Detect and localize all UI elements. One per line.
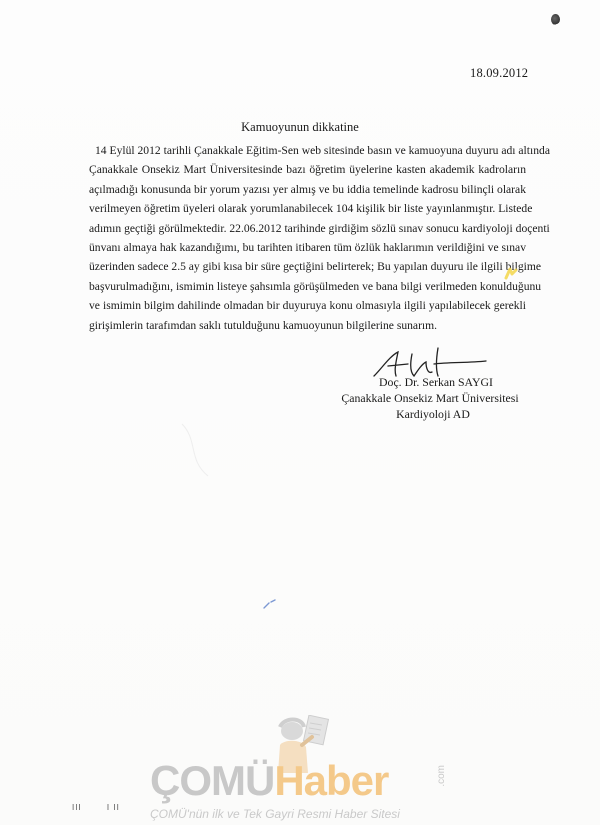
body-line: açılmadığı konusunda bir yorum yazısı yer almış ve bu iddia temelinde kadrosu bilinçli olarak <box>89 182 526 196</box>
watermark-brand-comu: ÇOMÜ <box>150 757 275 804</box>
watermark-brand-haber: Haber <box>274 757 389 804</box>
body-line: verilmeyen öğretim üyeleri olarak yorumlanabilecek 104 kişilik bir liste yayınlanmıştır. Listede <box>89 202 533 216</box>
body-line: 14 Eylül 2012 tarihli Çanakkale Eğitim-Sen web sitesinde basın ve kamuoyuna duyuru adı altında <box>95 144 550 157</box>
pen-stroke-mark <box>262 598 278 610</box>
watermark-brand <box>150 759 388 803</box>
signature-block <box>330 374 530 422</box>
body-line: Çanakkale Onsekiz Mart Üniversitesinde bazı öğretim üyelerine kasten akademik kadroların <box>89 163 526 177</box>
body-line: başvurulmadığını, ismimin listeye şahsımla görüşülmeden ve bana bilgi verilmeden konulduğunu <box>89 279 542 293</box>
body-line: ünvanı almaya hak kazandığımı, bu tarihten itibaren tüm özlük haklarımın verildiğini ve sınav <box>89 241 526 255</box>
faint-scan-smudge <box>178 420 218 480</box>
watermark-domain-suffix: .com <box>436 765 447 787</box>
body-line: üzerinden sadece 2.5 ay gibi kısa bir süre geçtiğini belirterek; Bu yapılan duyuru ile ilgili bilgime <box>89 260 542 274</box>
letter-body <box>89 141 550 335</box>
letter-date: 18.09.2012 <box>470 66 529 80</box>
comuhaber-watermark <box>150 715 460 825</box>
watermark-slogan: ÇOMÜ'nün ilk ve Tek Gayri Resmi Haber Sitesi <box>150 807 400 821</box>
footer-mark: I II <box>106 803 120 812</box>
signatory-institution: Çanakkale Onsekiz Mart Üniversitesi <box>341 391 519 405</box>
body-line: ve ismimin bilgim dahilinde olmadan bir duyuruya konu olmasıyla ilgili yapılabilecek gerekli <box>89 299 526 313</box>
body-line: girişimlerin tarafımdan saklı tutulduğunu kamuoyunun bilgilerine sunarım. <box>89 318 438 332</box>
footer-scan-marks <box>72 803 142 812</box>
footer-mark: III <box>72 803 82 812</box>
signatory-name: Doç. Dr. Serkan SAYGI <box>379 375 493 389</box>
letter-heading: Kamuoyunun dikkatine <box>241 120 359 134</box>
signatory-department: Kardiyoloji AD <box>396 407 470 421</box>
highlighter-mark <box>504 267 518 281</box>
scan-dot-mark <box>551 14 560 25</box>
body-line: adımın geçtiği görülmektedir. 22.06.2012 tarihinde girdiğim sözlü sınav sonucu kardiyoloji doçenti <box>89 221 550 235</box>
